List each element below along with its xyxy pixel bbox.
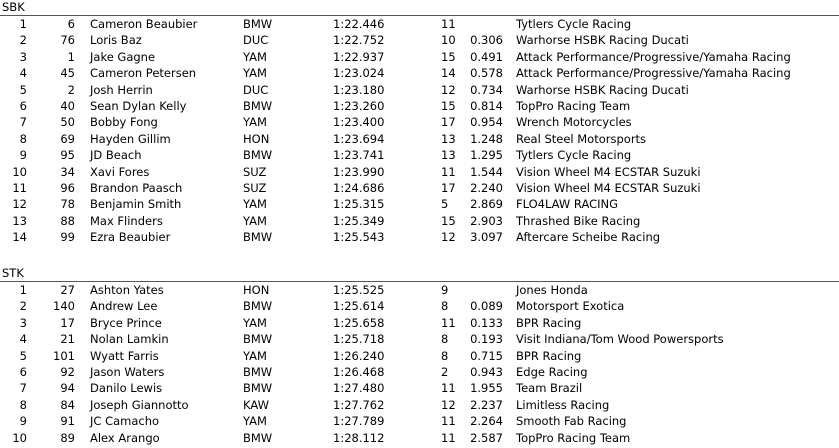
table-row (0, 331, 839, 347)
make-cell: KAW (243, 397, 269, 412)
position-cell: 2 (19, 299, 27, 314)
rider-name-cell: Brandon Paasch (90, 181, 183, 195)
position-cell: 8 (19, 397, 27, 412)
lap-time-cell: 1:23.260 (333, 99, 385, 113)
lap-time-cell: 1:26.468 (333, 365, 385, 379)
laps-cell: 10 (441, 33, 456, 48)
position-cell: 3 (19, 49, 27, 64)
rider-name-cell: Alex Arango (90, 430, 160, 445)
table-row (0, 229, 839, 245)
team-cell: Aftercare Scheibe Racing (516, 230, 661, 245)
gap-cell: 2.240 (470, 181, 503, 195)
bike-number-cell: 50 (60, 115, 75, 130)
laps-cell: 13 (441, 148, 456, 163)
bike-number-cell: 88 (60, 213, 75, 228)
team-cell: TopPro Racing Team (516, 430, 631, 445)
rider-name-cell: Max Flinders (90, 213, 163, 228)
rider-name-cell: Cameron Beaubier (90, 17, 198, 31)
table-row (0, 180, 839, 196)
position-cell: 4 (19, 332, 27, 347)
table-row (0, 82, 839, 98)
gap-cell: 2.587 (470, 430, 503, 445)
team-cell: Jones Honda (516, 283, 588, 297)
table-row (0, 413, 839, 429)
bike-number-cell: 96 (60, 181, 75, 195)
lap-time-cell: 1:24.686 (333, 181, 385, 195)
laps-cell: 11 (441, 430, 456, 445)
bike-number-cell: 40 (60, 99, 75, 113)
laps-cell: 8 (441, 332, 449, 347)
position-cell: 2 (19, 33, 27, 48)
gap-cell: 1.248 (470, 131, 503, 146)
gap-cell: 2.869 (470, 197, 503, 212)
position-cell: 5 (19, 82, 27, 97)
lap-time-cell: 1:25.543 (333, 230, 385, 245)
results-section-stk (0, 266, 839, 448)
laps-cell: 12 (441, 230, 456, 245)
bike-number-cell: 84 (60, 397, 75, 412)
bike-number-cell: 2 (67, 82, 75, 97)
gap-cell: 1.544 (470, 164, 503, 179)
position-cell: 10 (12, 430, 27, 445)
position-cell: 9 (19, 414, 27, 429)
team-cell: Attack Performance/Progressive/Yamaha Racing (516, 66, 791, 81)
lap-time-cell: 1:22.752 (333, 33, 385, 48)
table-row (0, 364, 839, 380)
bike-number-cell: 21 (60, 332, 75, 347)
lap-time-cell: 1:28.112 (333, 430, 385, 445)
rider-name-cell: Joseph Giannotto (90, 397, 189, 412)
team-cell: Team Brazil (516, 381, 583, 396)
make-cell: YAM (243, 115, 267, 130)
lap-time-cell: 1:27.789 (333, 414, 385, 429)
lap-time-cell: 1:22.446 (333, 17, 385, 31)
gap-cell: 2.237 (470, 397, 503, 412)
laps-cell: 11 (441, 381, 456, 396)
team-cell: Tytlers Cycle Racing (516, 148, 632, 163)
rider-name-cell: Danilo Lewis (90, 381, 163, 396)
position-cell: 4 (19, 66, 27, 81)
lap-time-cell: 1:22.937 (333, 49, 385, 64)
position-cell: 6 (19, 365, 27, 379)
position-cell: 14 (12, 230, 27, 245)
team-cell: Smooth Fab Racing (516, 414, 627, 429)
table-row (0, 430, 839, 446)
make-cell: BMW (243, 332, 273, 347)
team-cell: Warhorse HSBK Racing Ducati (516, 33, 689, 48)
table-row (0, 164, 839, 180)
rider-name-cell: Bryce Prince (90, 315, 162, 330)
rider-name-cell: Ezra Beaubier (90, 230, 171, 245)
bike-number-cell: 92 (60, 365, 75, 379)
gap-cell: 0.133 (470, 315, 503, 330)
make-cell: HON (243, 131, 270, 146)
table-row (0, 213, 839, 229)
rider-name-cell: Xavi Fores (90, 164, 150, 179)
rider-name-cell: Benjamin Smith (90, 197, 182, 212)
position-cell: 7 (19, 381, 27, 396)
make-cell: BMW (243, 299, 273, 314)
team-cell: Limitless Racing (516, 397, 610, 412)
rider-name-cell: JD Beach (90, 148, 142, 163)
team-cell: Thrashed Bike Racing (516, 213, 641, 228)
position-cell: 6 (19, 99, 27, 113)
team-cell: TopPro Racing Team (516, 99, 631, 113)
make-cell: YAM (243, 348, 267, 363)
laps-cell: 15 (441, 213, 456, 228)
lap-time-cell: 1:25.718 (333, 332, 385, 347)
gap-cell: 0.089 (470, 299, 503, 314)
bike-number-cell: 34 (60, 164, 75, 179)
team-cell: Vision Wheel M4 ECSTAR Suzuki (516, 181, 701, 195)
team-cell: Motorsport Exotica (516, 299, 625, 314)
table-row (0, 49, 839, 65)
team-cell: BPR Racing (516, 348, 582, 363)
bike-number-cell: 91 (60, 414, 75, 429)
position-cell: 1 (19, 283, 27, 297)
bike-number-cell: 76 (60, 33, 75, 48)
laps-cell: 8 (441, 299, 449, 314)
laps-cell: 2 (441, 365, 449, 379)
team-cell: Edge Racing (516, 365, 588, 379)
table-row (0, 131, 839, 147)
make-cell: BMW (243, 17, 273, 31)
bike-number-cell: 95 (60, 148, 75, 163)
gap-cell: 2.264 (470, 414, 503, 429)
team-cell: Wrench Motorcycles (516, 115, 632, 130)
make-cell: BMW (243, 230, 273, 245)
laps-cell: 11 (441, 17, 456, 31)
lap-time-cell: 1:27.762 (333, 397, 385, 412)
position-cell: 7 (19, 115, 27, 130)
make-cell: SUZ (243, 181, 267, 195)
lap-time-cell: 1:23.180 (333, 82, 385, 97)
lap-time-cell: 1:26.240 (333, 348, 385, 363)
rider-name-cell: Wyatt Farris (90, 348, 159, 363)
lap-time-cell: 1:25.658 (333, 315, 385, 330)
gap-cell: 0.715 (470, 348, 503, 363)
make-cell: DUC (243, 33, 269, 48)
team-cell: Real Steel Motorsports (516, 131, 647, 146)
make-cell: YAM (243, 66, 267, 81)
rider-name-cell: Nolan Lamkin (90, 332, 169, 347)
make-cell: YAM (243, 49, 267, 64)
table-row (0, 315, 839, 331)
table-row (0, 114, 839, 130)
team-cell: Warhorse HSBK Racing Ducati (516, 82, 689, 97)
gap-cell: 2.903 (470, 213, 503, 228)
team-cell: FLO4LAW RACING (516, 197, 619, 212)
gap-cell: 0.943 (470, 365, 503, 379)
position-cell: 8 (19, 131, 27, 146)
position-cell: 10 (12, 164, 27, 179)
position-cell: 3 (19, 315, 27, 330)
team-cell: Attack Performance/Progressive/Yamaha Racing (516, 49, 791, 64)
gap-cell: 0.193 (470, 332, 503, 347)
team-cell: BPR Racing (516, 315, 582, 330)
gap-cell: 1.955 (470, 381, 503, 396)
laps-cell: 5 (441, 197, 449, 212)
bike-number-cell: 1 (67, 49, 75, 64)
rider-name-cell: Ashton Yates (90, 283, 164, 297)
rider-name-cell: Cameron Petersen (90, 66, 197, 81)
position-cell: 11 (12, 181, 27, 195)
laps-cell: 12 (441, 82, 456, 97)
gap-cell: 0.954 (470, 115, 503, 130)
lap-time-cell: 1:23.400 (333, 115, 385, 130)
rider-name-cell: Bobby Fong (90, 115, 158, 130)
lap-time-cell: 1:23.694 (333, 131, 385, 146)
rider-name-cell: Sean Dylan Kelly (90, 99, 187, 113)
team-cell: Vision Wheel M4 ECSTAR Suzuki (516, 164, 701, 179)
lap-time-cell: 1:27.480 (333, 381, 385, 396)
make-cell: YAM (243, 315, 267, 330)
make-cell: BMW (243, 430, 273, 445)
bike-number-cell: 17 (60, 315, 75, 330)
gap-cell: 1.295 (470, 148, 503, 163)
gap-cell: 0.814 (470, 99, 503, 113)
make-cell: BMW (243, 148, 273, 163)
make-cell: YAM (243, 197, 267, 212)
position-cell: 13 (12, 213, 27, 228)
position-cell: 9 (19, 148, 27, 163)
table-row (0, 196, 839, 212)
laps-cell: 8 (441, 348, 449, 363)
make-cell: YAM (243, 213, 267, 228)
table-row (0, 282, 839, 298)
section-title: STK (2, 266, 24, 280)
make-cell: YAM (243, 414, 267, 429)
bike-number-cell: 27 (60, 283, 75, 297)
rider-name-cell: Andrew Lee (90, 299, 158, 314)
position-cell: 5 (19, 348, 27, 363)
gap-cell: 0.734 (470, 82, 503, 97)
bike-number-cell: 78 (60, 197, 75, 212)
laps-cell: 17 (441, 181, 456, 195)
bike-number-cell: 45 (60, 66, 75, 81)
table-row (0, 348, 839, 364)
laps-cell: 11 (441, 164, 456, 179)
rider-name-cell: Josh Herrin (90, 82, 153, 97)
table-row (0, 298, 839, 314)
lap-time-cell: 1:25.349 (333, 213, 385, 228)
table-row (0, 380, 839, 396)
lap-time-cell: 1:25.525 (333, 283, 385, 297)
lap-time-cell: 1:25.315 (333, 197, 385, 212)
table-row (0, 397, 839, 413)
laps-cell: 17 (441, 115, 456, 130)
table-row (0, 65, 839, 81)
bike-number-cell: 6 (67, 17, 75, 31)
laps-cell: 11 (441, 414, 456, 429)
make-cell: BMW (243, 365, 273, 379)
team-cell: Tytlers Cycle Racing (516, 17, 632, 31)
rider-name-cell: Jason Waters (90, 365, 165, 379)
bike-number-cell: 94 (60, 381, 75, 396)
gap-cell: 0.491 (470, 49, 503, 64)
bike-number-cell: 89 (60, 430, 75, 445)
lap-time-cell: 1:23.990 (333, 164, 385, 179)
bike-number-cell: 99 (60, 230, 75, 245)
laps-cell: 9 (441, 283, 449, 297)
table-row (0, 147, 839, 163)
make-cell: DUC (243, 82, 269, 97)
table-row (0, 16, 839, 32)
table-row (0, 98, 839, 114)
bike-number-cell: 140 (53, 299, 75, 314)
make-cell: BMW (243, 381, 273, 396)
team-cell: Visit Indiana/Tom Wood Powersports (516, 332, 724, 347)
make-cell: SUZ (243, 164, 267, 179)
laps-cell: 11 (441, 315, 456, 330)
laps-cell: 12 (441, 397, 456, 412)
position-cell: 1 (19, 17, 27, 31)
rider-name-cell: Hayden Gillim (90, 131, 171, 146)
make-cell: BMW (243, 99, 273, 113)
gap-cell: 0.578 (470, 66, 503, 81)
lap-time-cell: 1:23.024 (333, 66, 385, 81)
lap-time-cell: 1:25.614 (333, 299, 385, 314)
laps-cell: 15 (441, 49, 456, 64)
table-row (0, 32, 839, 48)
rider-name-cell: Jake Gagne (90, 49, 156, 64)
lap-time-cell: 1:23.741 (333, 148, 385, 163)
rider-name-cell: Loris Baz (90, 33, 142, 48)
laps-cell: 15 (441, 99, 456, 113)
laps-cell: 14 (441, 66, 456, 81)
make-cell: HON (243, 283, 270, 297)
section-title: SBK (2, 0, 25, 14)
position-cell: 12 (12, 197, 27, 212)
bike-number-cell: 101 (53, 348, 75, 363)
bike-number-cell: 69 (60, 131, 75, 146)
gap-cell: 0.306 (470, 33, 503, 48)
laps-cell: 13 (441, 131, 456, 146)
gap-cell: 3.097 (470, 230, 503, 245)
rider-name-cell: JC Camacho (90, 414, 160, 429)
